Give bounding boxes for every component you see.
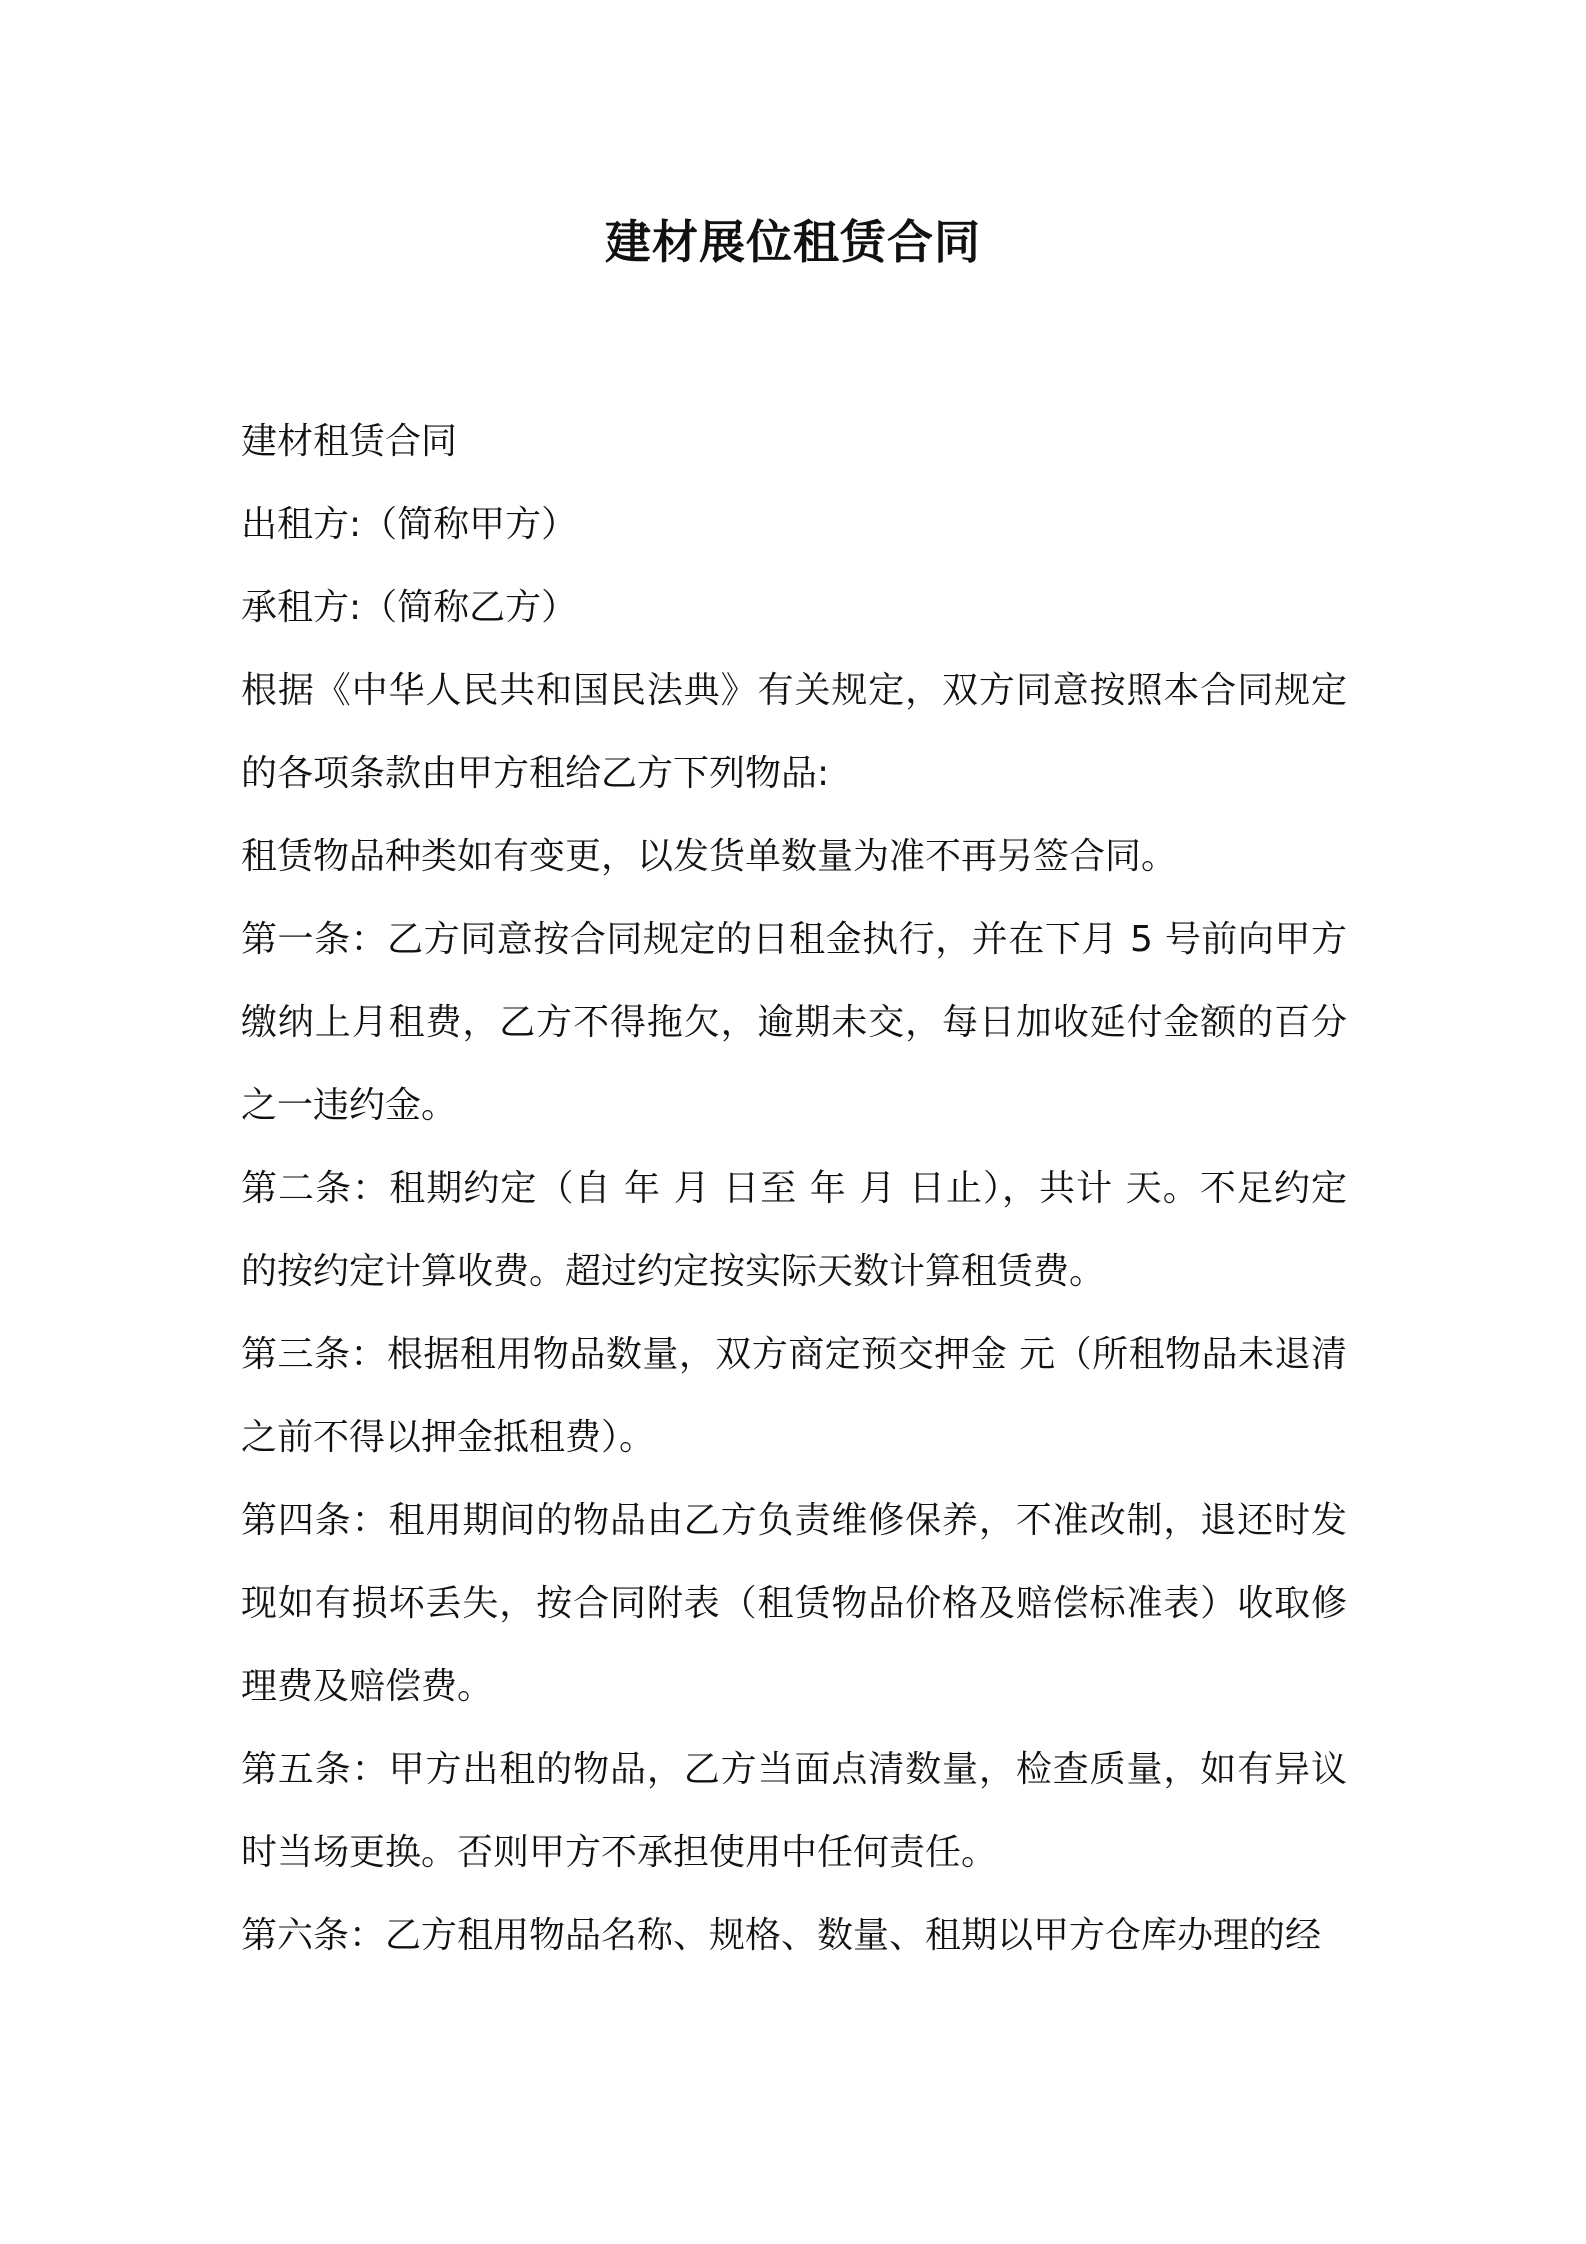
document-body (241, 400, 1347, 1977)
paragraph-article-1: 第一条：乙方同意按合同规定的日租金执行，并在下月 5 号前向甲方缴纳上月租费，乙方不得拖欠，逾期未交，每日加收延付金额的百分之一违约金。 (241, 919, 1347, 1126)
paragraph-article-3: 第三条：根据租用物品数量，双方商定预交押金 元（所租物品未退清之前不得以押金抵租费）。 (241, 1334, 1347, 1458)
paragraph-article-6: 第六条：乙方租用物品名称、规格、数量、租期以甲方仓库办理的经 (241, 1915, 1322, 1956)
paragraph-preamble: 根据《中华人民共和国民法典》有关规定，双方同意按照本合同规定的各项条款由甲方租给乙方下列物品: (241, 670, 1347, 794)
paragraph-article-5: 第五条：甲方出租的物品，乙方当面点清数量，检查质量，如有异议时当场更换。否则甲方不承担使用中任何责任。 (241, 1749, 1347, 1873)
paragraph-subtitle: 建材租赁合同 (241, 421, 458, 462)
paragraph-article-4: 第四条：租用期间的物品由乙方负责维修保养，不准改制，退还时发现如有损坏丢失，按合同附表（租赁物品价格及赔偿标准表）收取修理费及赔偿费。 (241, 1500, 1347, 1707)
paragraph-variation-note: 租赁物品种类如有变更，以发货单数量为准不再另签合同。 (241, 836, 1178, 877)
paragraph-article-2: 第二条：租期约定（自 年 月 日至 年 月 日止），共计 天。不足约定的按约定计算收费。超过约定按实际天数计算租赁费。 (241, 1168, 1347, 1292)
paragraph-lessor: 出租方:（简称甲方） (241, 504, 578, 545)
document-title: 建材展位租赁合同 (605, 215, 981, 269)
paragraph-lessee: 承租方:（简称乙方） (241, 587, 578, 628)
